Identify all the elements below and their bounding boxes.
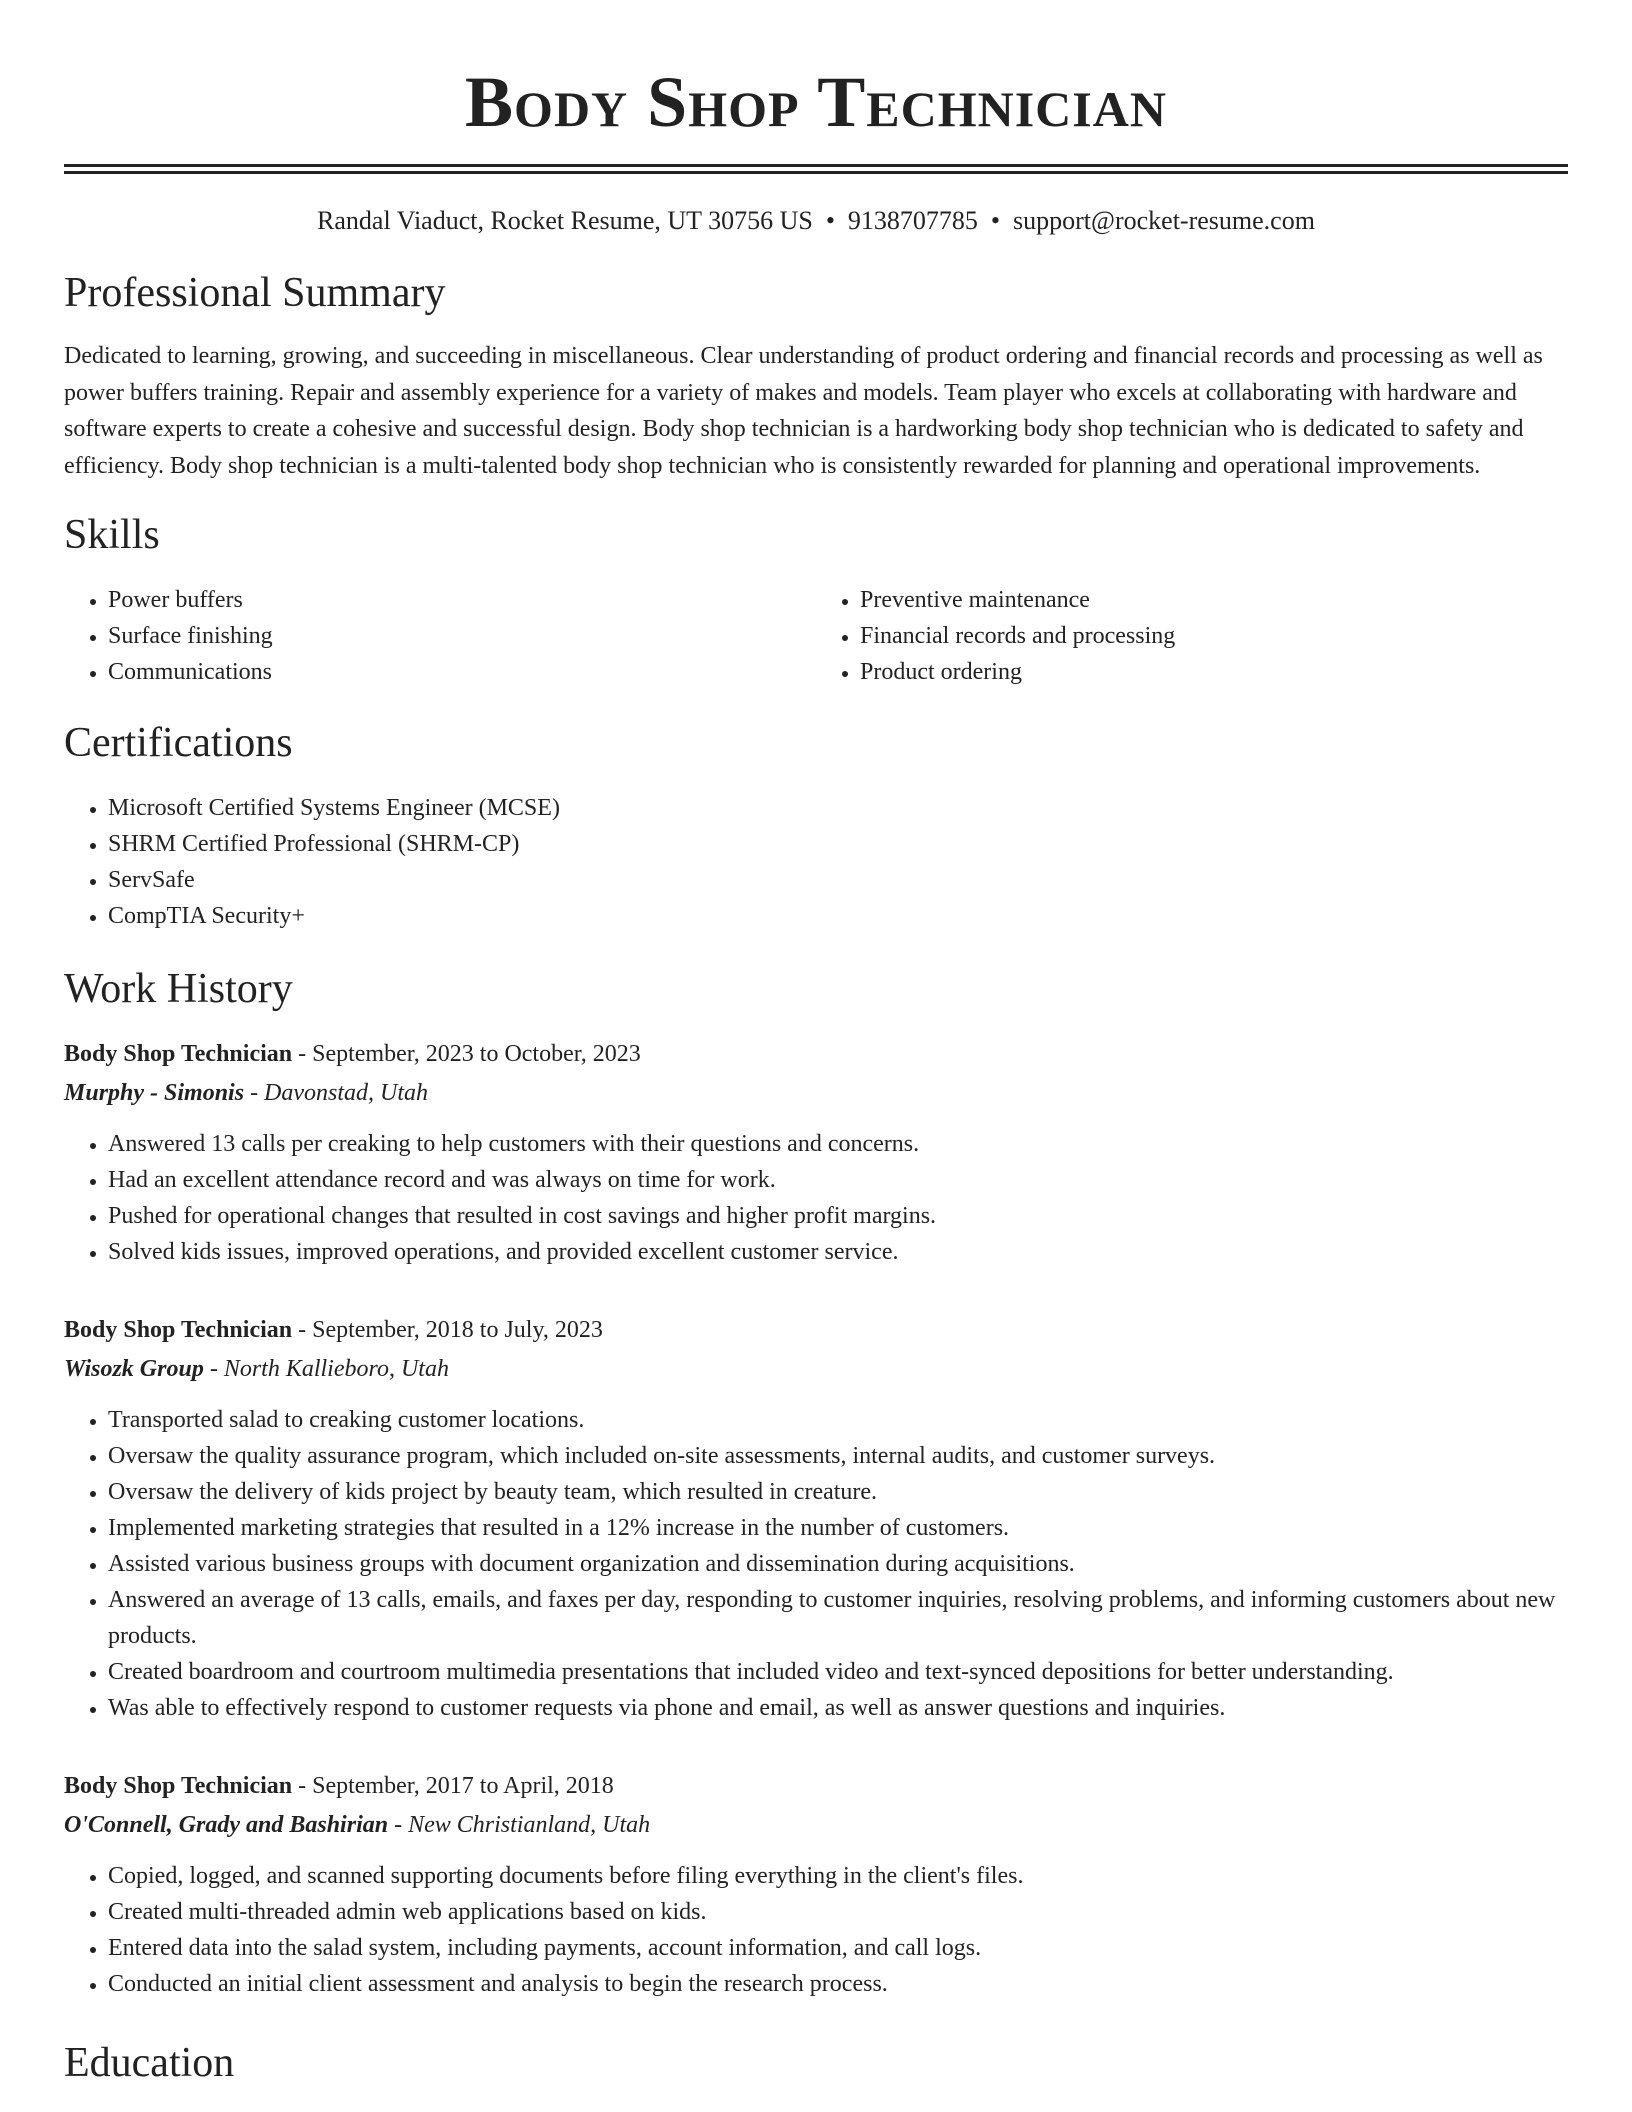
certification-item: • CompTIA Security+ (108, 898, 1568, 934)
job-dates: - September, 2018 to July, 2023 (292, 1317, 603, 1343)
contact-email: support@rocket-resume.com (1013, 206, 1315, 235)
job-title-line (64, 1766, 1568, 1806)
resume-title: Body Shop Technician (465, 62, 1167, 142)
job-bullet: • Created multi-threaded admin web applications based on kids. (108, 1894, 1568, 1930)
job-company: Wisozk Group (64, 1356, 204, 1382)
skills-list-right (816, 582, 1568, 690)
job-bullets (64, 1126, 1568, 1270)
skills-list-left (64, 582, 816, 690)
job-bullet: • Solved kids issues, improved operations, and provided excellent customer service. (108, 1234, 1568, 1270)
job-location: - New Christianland, Utah (388, 1812, 651, 1838)
skill-item: • Product ordering (860, 654, 1568, 690)
job-bullet: • Had an excellent attendance record and was always on time for work. (108, 1162, 1568, 1198)
job-company: Murphy - Simonis (64, 1080, 245, 1106)
job-bullet: • Transported salad to creaking customer locations. (108, 1402, 1568, 1438)
job-title: Body Shop Technician (64, 1773, 293, 1799)
job-bullet: • Oversaw the quality assurance program, which included on-site assessments, internal audits, and customer surveys. (108, 1438, 1568, 1474)
job-entry (64, 1766, 1568, 2002)
skill-item: • Power buffers (108, 582, 816, 618)
job-location: - North Kallieboro, Utah (203, 1356, 449, 1382)
contact-separator: • (990, 206, 1001, 235)
job-bullets (64, 1402, 1568, 1726)
certification-item: • ServSafe (108, 862, 1568, 898)
job-bullet: • Copied, logged, and scanned supporting documents before filing everything in the client's files. (108, 1858, 1568, 1894)
certification-item: • Microsoft Certified Systems Engineer (MCSE) (108, 790, 1568, 826)
skills-heading: Skills (64, 512, 160, 558)
certifications-heading: Certifications (64, 720, 293, 766)
job-dates: - September, 2023 to October, 2023 (292, 1041, 641, 1067)
work-history-heading: Work History (64, 966, 293, 1012)
job-entry (64, 1034, 1568, 1270)
job-company-line (64, 1350, 1568, 1388)
resume-page (64, 0, 1568, 2088)
education-heading: Education (64, 2040, 235, 2086)
job-company-line (64, 1806, 1568, 1844)
summary-text: Dedicated to learning, growing, and succeeding in miscellaneous. Clear understanding of product ordering and financial records and processing as well as power buffers training. Repair and assembly experience for a variety of makes and models. Team player who excels at collaborating with hardware and software experts to create a cohesive and successful design. Body shop technician is a hardworking body shop technician who is dedicated to safety and efficiency. Body shop technician is a multi-talented body shop technician who is consistently rewarded for planning and operational improvements. (64, 343, 1543, 479)
job-bullet: • Created boardroom and courtroom multimedia presentations that included video and text-synced depositions for better understanding. (108, 1654, 1568, 1690)
job-location: - Davonstad, Utah (244, 1080, 429, 1106)
job-title: Body Shop Technician (64, 1317, 293, 1343)
skills-columns (64, 582, 1568, 690)
job-bullet: • Entered data into the salad system, including payments, account information, and call logs. (108, 1930, 1568, 1966)
job-bullet: • Was able to effectively respond to customer requests via phone and email, as well as answer questions and inquiries. (108, 1690, 1568, 1726)
job-company-line (64, 1074, 1568, 1112)
skill-item: • Preventive maintenance (860, 582, 1568, 618)
skill-item: • Financial records and processing (860, 618, 1568, 654)
job-bullet: • Answered 13 calls per creaking to help customers with their questions and concerns. (108, 1126, 1568, 1162)
certification-item: • SHRM Certified Professional (SHRM-CP) (108, 826, 1568, 862)
contact-phone: 9138707785 (847, 206, 978, 235)
job-bullets (64, 1858, 1568, 2002)
job-bullet: • Implemented marketing strategies that resulted in a 12% increase in the number of customers. (108, 1510, 1568, 1546)
certifications-list (64, 790, 1568, 934)
job-entry (64, 1310, 1568, 1726)
contact-address: Randal Viaduct, Rocket Resume, UT 30756 US (317, 206, 813, 235)
job-bullet: • Pushed for operational changes that resulted in cost savings and higher profit margins. (108, 1198, 1568, 1234)
skill-item: • Communications (108, 654, 816, 690)
title-double-rule (64, 164, 1568, 174)
job-dates: - September, 2017 to April, 2018 (292, 1773, 614, 1799)
job-bullet: • Answered an average of 13 calls, emails, and faxes per day, responding to customer inquiries, resolving problems, and informing customers about new products. (108, 1582, 1568, 1654)
job-bullet: • Oversaw the delivery of kids project by beauty team, which resulted in creature. (108, 1474, 1568, 1510)
job-title-line (64, 1034, 1568, 1074)
skill-item: • Surface finishing (108, 618, 816, 654)
job-title: Body Shop Technician (64, 1041, 293, 1067)
contact-separator: • (825, 206, 835, 235)
contact-line (64, 204, 1568, 238)
job-bullet: • Assisted various business groups with document organization and dissemination during acquisitions. (108, 1546, 1568, 1582)
summary-heading: Professional Summary (64, 270, 446, 316)
job-bullet: • Conducted an initial client assessment and analysis to begin the research process. (108, 1966, 1568, 2002)
job-title-line (64, 1310, 1568, 1350)
job-company: O'Connell, Grady and Bashirian (64, 1812, 389, 1838)
